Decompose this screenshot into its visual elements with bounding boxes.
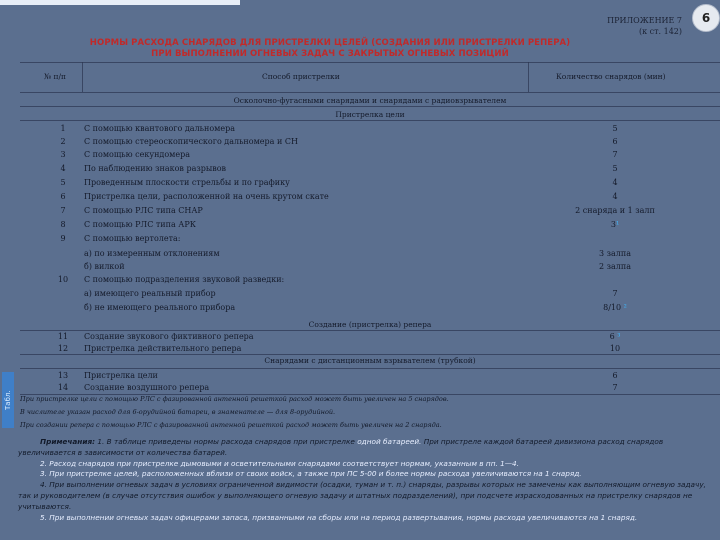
column-divider xyxy=(528,62,529,92)
footnote-marker-icon: ³ xyxy=(617,332,621,341)
footnote-marker-icon: ¹ xyxy=(615,220,620,229)
row-method: Создание звукового фиктивного репера xyxy=(84,332,254,341)
footnote-1: При пристрелке цели с помощью РЛС с фазированной антенной решеткой расход может быть увеличен на 5 снарядов. xyxy=(20,395,449,403)
row-method: С помощью РЛС типа СНАР xyxy=(84,206,203,215)
row-number: 1 xyxy=(60,124,66,133)
row-count-value: 6 xyxy=(609,332,615,341)
title-line2: ПРИ ВЫПОЛНЕНИИ ОГНЕВЫХ ЗАДАЧ С ЗАКРЫТЫХ ОГНЕВЫХ ПОЗИЦИЙ xyxy=(151,49,509,59)
note-2 xyxy=(18,459,708,470)
row-number: 8 xyxy=(60,220,66,229)
section-border xyxy=(20,368,720,369)
row-number: 5 xyxy=(60,178,66,187)
row-number: 6 xyxy=(60,192,66,201)
row-count xyxy=(560,332,670,341)
row-count-value: 3 xyxy=(610,220,616,229)
row-count xyxy=(560,220,670,229)
row-count: 6 xyxy=(612,371,618,380)
column-divider xyxy=(82,62,83,92)
row-method: а) имеющего реальный прибор xyxy=(84,289,216,298)
section-border xyxy=(20,106,720,107)
slide-number: 6 xyxy=(692,4,720,32)
row-count: 7 xyxy=(612,289,618,298)
note-1b: При пристреле каждой батареей дивизиона расход снарядов увеличивается в зависимости от количества батарей. xyxy=(18,437,664,457)
note-1a: 1. В таблице приведены нормы расхода снарядов при пристрелке xyxy=(97,437,355,446)
row-method: С помощью подразделения звуковой разведки: xyxy=(84,275,285,284)
header-num: № п/п xyxy=(44,72,67,81)
row-method: С помощью вертолета: xyxy=(84,234,181,243)
row-count: 7 xyxy=(612,383,618,392)
row-number: 2 xyxy=(60,137,66,146)
row-method: б) вилкой xyxy=(84,262,125,271)
row-number: 10 xyxy=(57,275,69,284)
header-count: Количество снарядов (мин) xyxy=(556,72,666,81)
row-number: 4 xyxy=(60,164,66,173)
note-4-text: 4. При выполнении огневых задач в условиях ограниченной видимости (осадки, туман и т. п.) снаряды, разрывы которых не замечены как выполняющим огневую задачу, так и руководителем (в случае отсутствия ошибок у выполняющего огневую задачу и штатных подразделений), при подсчете израсходованных на пристрелку снарядов не учитываются. xyxy=(18,480,706,511)
appendix-line2: (к ст. 142) xyxy=(638,27,682,36)
row-method: С помощью РЛС типа АРК xyxy=(84,220,196,229)
row-method: Создание воздушного репера xyxy=(84,383,210,392)
note-3 xyxy=(18,469,708,480)
table-top-border xyxy=(20,62,720,63)
row-count: 2 снаряда и 1 залп xyxy=(575,206,655,215)
note-4 xyxy=(18,480,708,512)
row-method: Пристрелка цели, расположенной на очень крутом скате xyxy=(84,192,329,201)
row-count-value: 8/10 xyxy=(603,303,622,312)
row-count: 10 xyxy=(609,344,621,353)
footnote-3: При создании репера с помощью РЛС с фазированной антенной решеткой расход может быть увеличен на 2 снаряда. xyxy=(20,421,442,429)
row-method: Пристрелка действительного репера xyxy=(84,344,242,353)
footnote-2: В числителе указан расход для 6-орудийной батареи, в знаменателе — для 8-орудийной. xyxy=(20,408,336,416)
row-count: 2 залпа xyxy=(599,262,631,271)
appendix-line1: ПРИЛОЖЕНИЕ 7 xyxy=(607,16,682,25)
notes-block xyxy=(18,437,708,523)
row-number: 13 xyxy=(57,371,69,380)
section-heading: Пристрелка цели xyxy=(335,110,405,119)
row-count: 4 xyxy=(612,178,618,187)
row-count: 6 xyxy=(612,137,618,146)
row-method: а) по измеренным отклонениям xyxy=(84,249,220,258)
row-method: С помощью секундомера xyxy=(84,150,190,159)
section-heading: Осколочно-фугасными снарядами и снарядами с радиовзрывателем xyxy=(233,96,507,105)
section-heading: Создание (пристрелка) репера xyxy=(308,320,432,329)
row-method: По наблюдению знаков разрывов xyxy=(84,164,227,173)
note-3-text: 3. При пристрелке целей, расположенных вблизи от своих войск, а также при ПС 5-00 и более нормы расхода увеличиваются на 1 снаряд. xyxy=(40,469,582,479)
page-title xyxy=(40,38,620,60)
footnote-marker-icon: ² xyxy=(623,303,627,312)
notes-label: Примечания: xyxy=(40,437,96,446)
row-count: 5 xyxy=(612,164,618,173)
row-method: б) не имеющего реального прибора xyxy=(84,303,236,312)
note-1 xyxy=(18,437,708,459)
row-number: 9 xyxy=(60,234,66,243)
row-count: 3 залпа xyxy=(599,249,631,258)
note-5 xyxy=(18,513,708,524)
row-number: 14 xyxy=(57,383,69,392)
top-accent-bar xyxy=(0,0,240,5)
row-method: С помощью квантового дальномера xyxy=(84,124,235,133)
row-method: С помощью стереоскопического дальномера и СН xyxy=(84,137,298,146)
row-count: 5 xyxy=(612,124,618,133)
note-5-text: 5. При выполнении огневых задач офицерами запаса, призванными на сборы или на период развертывания, нормы расхода увеличиваются на 1 снаряд. xyxy=(40,512,638,522)
row-count xyxy=(560,303,670,312)
header-method: Способ пристрелки xyxy=(262,72,340,81)
note-2-text: 2. Расход снарядов при пристрелке дымовыми и осветительными снарядами соответствует нормам, указанным в пп. 1—4. xyxy=(40,458,520,468)
row-count: 4 xyxy=(612,192,618,201)
section-heading: Снарядами с дистанционным взрывателем (трубкой) xyxy=(264,356,476,365)
table-header-border xyxy=(20,92,720,93)
note-1-highlight: одной батареей. xyxy=(357,437,422,446)
row-number: 3 xyxy=(60,150,66,159)
appendix-label xyxy=(590,15,682,37)
row-count: 7 xyxy=(612,150,618,159)
row-number: 12 xyxy=(57,344,69,353)
title-line1: НОРМЫ РАСХОДА СНАРЯДОВ ДЛЯ ПРИСТРЕЛКИ ЦЕЛЕЙ (СОЗДАНИЯ ИЛИ ПРИСТРЕЛКИ РЕПЕРА) xyxy=(89,38,571,48)
section-border xyxy=(20,120,720,121)
row-number: 7 xyxy=(60,206,66,215)
section-border xyxy=(20,354,720,355)
row-method: Проведенным плоскости стрельбы и по графику xyxy=(84,178,290,187)
row-method: Пристрелка цели xyxy=(84,371,158,380)
side-label: Табл. xyxy=(2,372,14,428)
row-number: 11 xyxy=(57,332,69,341)
section-border xyxy=(20,330,720,331)
